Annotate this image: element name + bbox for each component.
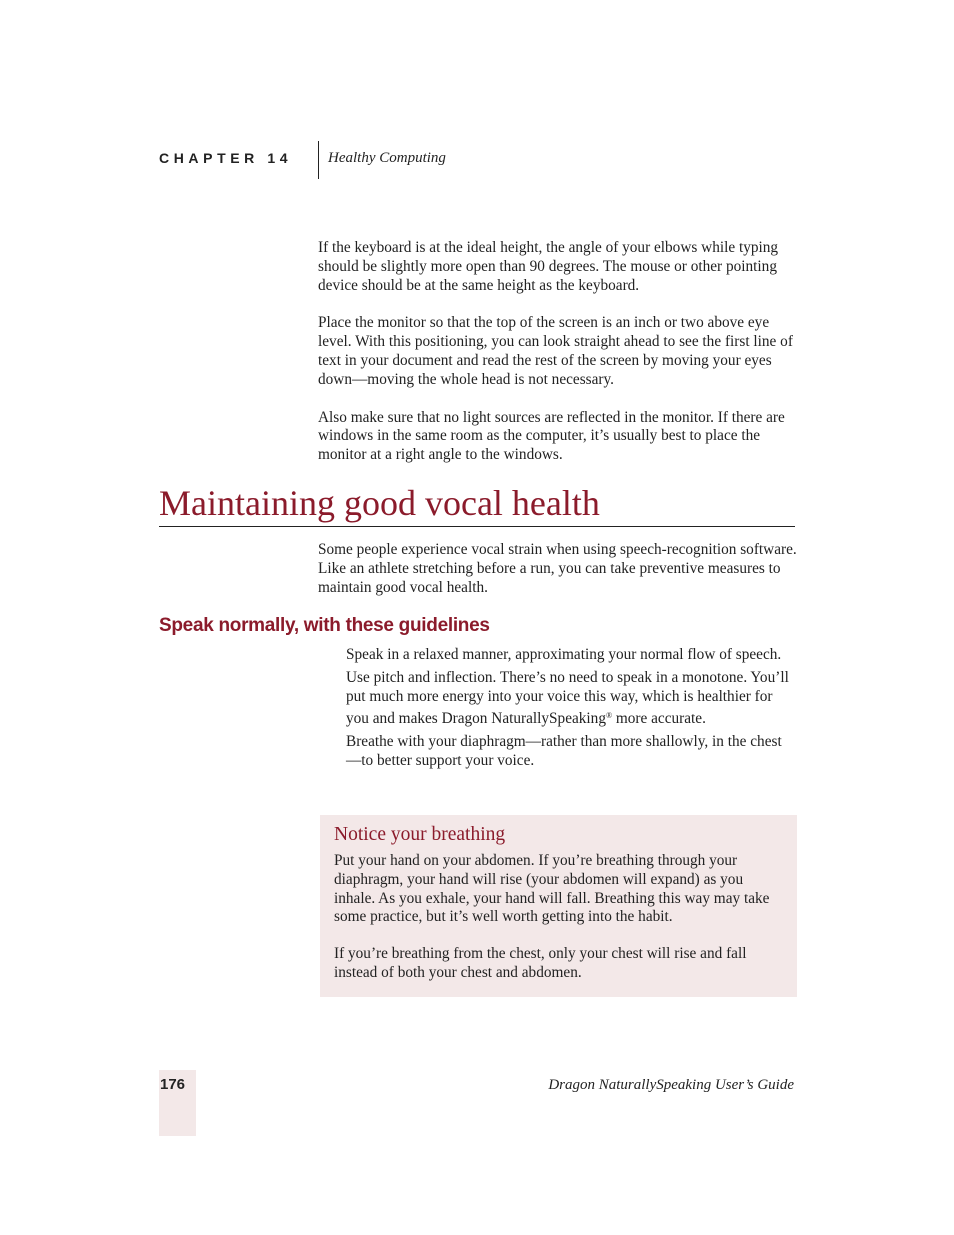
page-number-tab	[159, 1070, 196, 1136]
intro-paragraphs	[318, 239, 798, 484]
note-title: Notice your breathing	[334, 824, 506, 845]
header-divider	[318, 141, 319, 179]
note-paragraph: If you’re breathing from the chest, only your chest will rise and fall instead of both your chest and abdomen.	[334, 945, 747, 981]
chapter-label: CHAPTER 14	[159, 150, 293, 166]
list-item	[346, 669, 796, 728]
guideline-text: Use pitch and inflection. There’s no need to speak in a monotone. You’ll put much more energy into your voice this way, which is healthier for you and makes Dragon NaturallySpeaking	[346, 669, 789, 727]
guideline-text-tail: more accurate.	[612, 709, 706, 727]
note-paragraph: Put your hand on your abdomen. If you’re breathing through your diaphragm, your hand will rise (your abdomen will expand) as you inhale. As you exhale, your hand will fall. Breathing this way may take some practice, but it’s well worth getting into the habit.	[334, 852, 770, 926]
note-body	[334, 852, 786, 1001]
section-intro: Some people experience vocal strain when using speech-recognition software. Like an athlete stretching before a run, you can take preventive measures to maintain good vocal health.	[318, 541, 797, 596]
paragraph-light-sources: Also make sure that no light sources are reflected in the monitor. If there are windows in the same room as the computer, it’s usually best to place the monitor at a right angle to the windows.	[318, 408, 785, 464]
guideline-text: Breathe with your diaphragm—rather than more shallowly, in the chest—to better support your voice.	[346, 733, 782, 769]
subsection-heading: Speak normally, with these guidelines	[159, 615, 490, 636]
paragraph-monitor-position: Place the monitor so that the top of the screen is an inch or two above eye level. With this positioning, you can look straight ahead to see the first line of text in your document and read the rest of the screen by moving your eyes down—moving the whole head is not necessary.	[318, 314, 793, 388]
guideline-text: Speak in a relaxed manner, approximating your normal flow of speech.	[346, 646, 782, 663]
list-item	[346, 646, 796, 665]
chapter-title: Healthy Computing	[328, 150, 446, 166]
note-box	[320, 815, 797, 997]
section-rule	[159, 526, 795, 527]
guidelines-list	[346, 646, 796, 775]
section-heading: Maintaining good vocal health	[159, 483, 600, 523]
page-number: 176	[160, 1076, 186, 1093]
registered-mark: ®	[605, 710, 613, 720]
book-title: Dragon NaturallySpeaking User’s Guide	[548, 1077, 794, 1093]
paragraph-keyboard-height: If the keyboard is at the ideal height, the angle of your elbows while typing should be slightly more open than 90 degrees. The mouse or other pointing device should be at the same height as the keyboard.	[318, 239, 779, 294]
list-item	[346, 733, 796, 771]
